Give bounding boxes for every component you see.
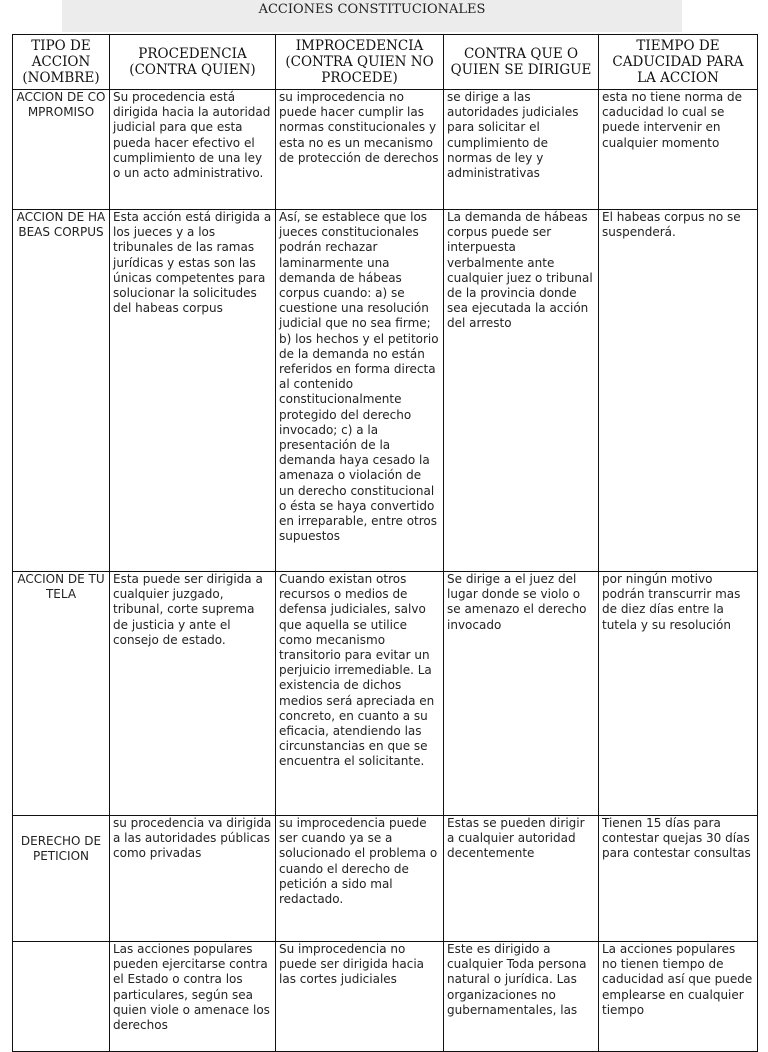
cell-contra: Este es dirigido a cualquier Toda persona natural o jurídica. Las organizaciones no gubernamentales, las [444,942,599,1052]
cell-improcedencia: su improcedencia puede ser cuando ya se a solucionado el problema o cuando el derecho de petición a sido mal redactado. [276,816,444,942]
cell-tiempo: por ningún motivo podrán transcurrir mas de diez días entre la tutela y su resolución [599,572,758,816]
cell-improcedencia: Su improcedencia no puede ser dirigida hacia las cortes judiciales [276,942,444,1052]
table-header-row [13,35,758,90]
acciones-table [12,34,758,1052]
cell-tipo: ACCION DE HABEAS CORPUS [13,210,110,572]
cell-tiempo: La acciones populares no tienen tiempo de caducidad así que puede emplearse en cualquier tiempo [599,942,758,1052]
cell-tipo: DERECHO DE PETICION [13,816,110,942]
cell-improcedencia: su improcedencia no puede hacer cumplir las normas constitucionales y esta no es un mecanismo de protección de derechos [276,90,444,210]
table-row [13,90,758,210]
cell-tipo: ACCION DE COMPROMISO [13,90,110,210]
cell-contra: La demanda de hábeas corpus puede ser interpuesta verbalmente ante cualquier juez o tribunal de la provincia donde sea ejecutada la acción del arresto [444,210,599,572]
cell-procedencia: Esta acción está dirigida a los jueces y a los tribunales de las ramas jurídicas y estas son las únicas competentes para solucionar la solicitudes del habeas corpus [110,210,276,572]
cell-procedencia: Esta puede ser dirigida a cualquier juzgado, tribunal, corte suprema de justicia y ante el consejo de estado. [110,572,276,816]
cell-tiempo: esta no tiene norma de caducidad lo cual se puede intervenir en cualquier momento [599,90,758,210]
table-row [13,210,758,572]
table-row [13,572,758,816]
cell-improcedencia: Así, se establece que los jueces constitucionales podrán rechazar laminarmente una demanda de hábeas corpus cuando: a) se cuestione una resolución judicial que no sea firme; b) los hechos y el petitorio de la demanda no están referidos en forma directa al contenido constitucionalmente protegido del derecho invocado; c) a la presentación de la demanda haya cesado la amenaza o violación de un derecho constitucional o ésta se haya convertido en irreparable, entre otros supuestos [276,210,444,572]
header-contra: CONTRA QUE O QUIEN SE DIRIGUE [444,35,599,90]
cell-tiempo: El habeas corpus no se suspenderá. [599,210,758,572]
cell-procedencia: Las acciones populares pueden ejercitarse contra el Estado o contra los particulares, según sea quien viole o amenace los derechos [110,942,276,1052]
cell-contra: Se dirige a el juez del lugar donde se violo o se amenazo el derecho invocado [444,572,599,816]
document-title: ACCIONES CONSTITUCIONALES [62,0,682,32]
cell-contra: se dirige a las autoridades judiciales para solicitar el cumplimiento de normas de ley y administrativas [444,90,599,210]
header-tiempo: TIEMPO DE CADUCIDAD PARA LA ACCION [599,35,758,90]
table-row [13,942,758,1052]
cell-contra: Estas se pueden dirigir a cualquier autoridad decentemente [444,816,599,942]
cell-procedencia: Su procedencia está dirigida hacia la autoridad judicial para que esta pueda hacer efectivo el cumplimiento de una ley o un acto administrativo. [110,90,276,210]
header-tipo: TIPO DE ACCION (NOMBRE) [13,35,110,90]
header-procedencia: PROCEDENCIA (CONTRA QUIEN) [110,35,276,90]
table-row [13,816,758,942]
cell-tipo: ACCION DE TUTELA [13,572,110,816]
cell-tiempo: Tienen 15 días para contestar quejas 30 días para contestar consultas [599,816,758,942]
cell-improcedencia: Cuando existan otros recursos o medios de defensa judiciales, salvo que aquella se utilice como mecanismo transitorio para evitar un perjuicio irremediable. La existencia de dichos medios será apreciada en concreto, en cuanto a su eficacia, atendiendo las circunstancias en que se encuentra el solicitante. [276,572,444,816]
cell-procedencia: su procedencia va dirigida a las autoridades públicas como privadas [110,816,276,942]
cell-tipo [13,942,110,1052]
header-improcedencia: IMPROCEDENCIA (CONTRA QUIEN NO PROCEDE) [276,35,444,90]
